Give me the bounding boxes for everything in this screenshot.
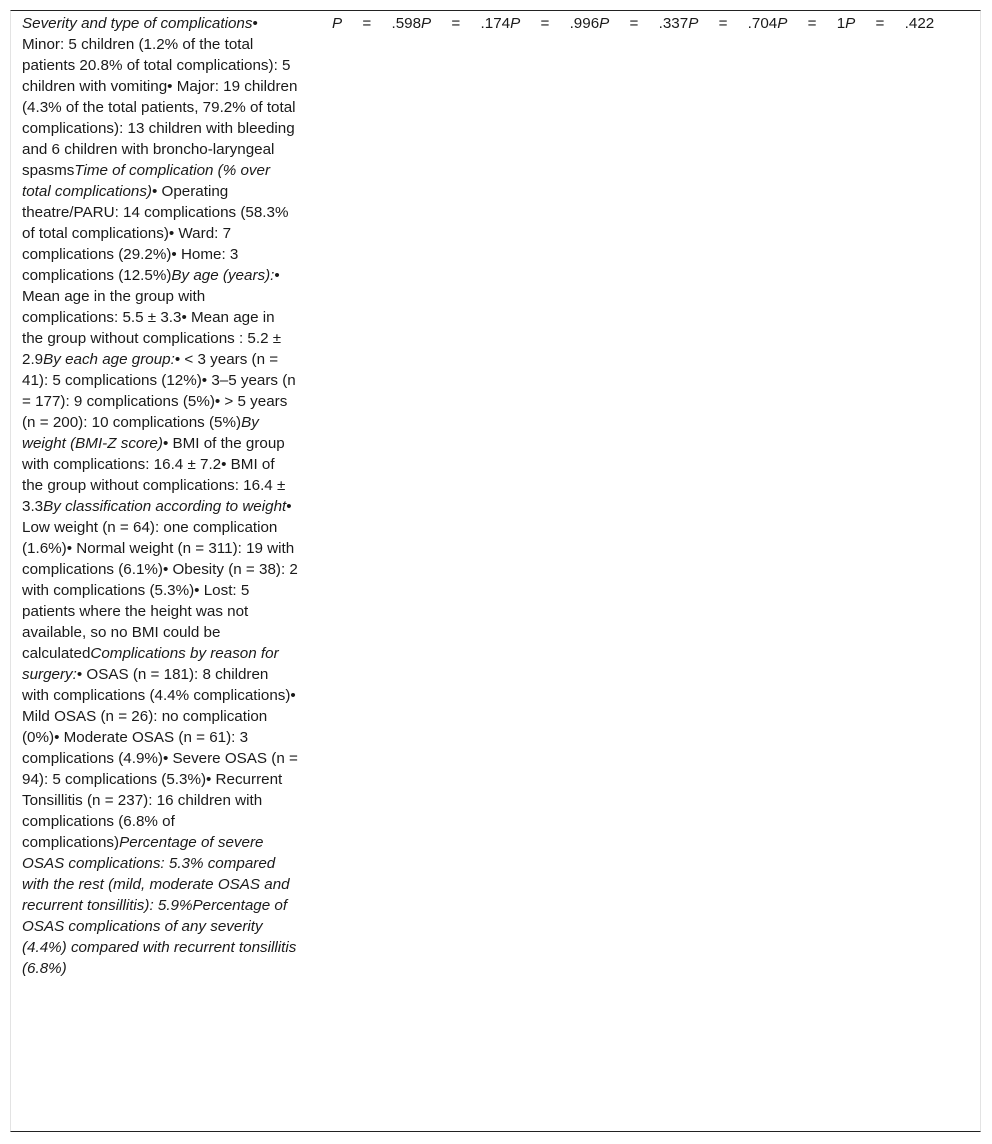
heading-severity: Severity and type of complications [22, 15, 253, 32]
weight-text: • BMI of the group with complications: 16.4 ± 7.2• BMI of the group without complications: 16.4 ± 3.3 [22, 435, 286, 515]
heading-time: Time of complication (% over total complications) [22, 162, 271, 200]
severity-text: • Minor: 5 children (1.2% of the total patients 20.8% of total complications): 5 children with vomiting• Major: 19 children (4.3% of the total patients, 79.2% of total complications): 13 children with bleeding and 6 children with broncho-laryngeal spasms [22, 15, 298, 179]
p-value: .174 [480, 15, 511, 32]
p-symbol: P [777, 15, 788, 32]
reason-text: • OSAS (n = 181): 8 children with complications (4.4% complications)• Mild OSAS (n = 26): no complication (0%)• Moderate OSAS (n = 61): 3 complications (4.9%)• Severe OSAS (n = 94): 5 complications (5.3%)• Recurrent Tonsillitis (n = 237): 16 children with complications (6.8% of complications) [22, 666, 298, 851]
p-equals: = [540, 15, 550, 32]
time-text: • Operating theatre/PARU: 14 complications (58.3% of total complications)• Ward: 7 complications (29.2%)• Home: 3 complications (12.5%) [22, 183, 289, 284]
p-equals: = [451, 15, 461, 32]
heading-osas-percentage: Percentage of OSAS complications of any severity (4.4%) compared with recurrent tonsillitis (6.8%) [22, 897, 297, 977]
p-value-group [688, 15, 777, 32]
p-value: .337 [658, 15, 689, 32]
p-symbol: P [510, 15, 521, 32]
p-values-cell [332, 13, 934, 34]
heading-reason: Complications by reason for surgery: [22, 645, 279, 683]
p-value-group [599, 15, 688, 32]
p-value-group [332, 15, 421, 32]
p-equals: = [362, 15, 372, 32]
complications-table [10, 10, 981, 1132]
age-text: • Mean age in the group with complications: 5.5 ± 3.3• Mean age in the group without complications : 5.2 ± 2.9 [22, 267, 282, 368]
p-symbol: P [845, 15, 856, 32]
p-value: .422 [904, 15, 935, 32]
p-value: .996 [569, 15, 600, 32]
p-value-group [510, 15, 599, 32]
classification-text: • Low weight (n = 64): one complication (1.6%)• Normal weight (n = 311): 19 with complications (6.1%)• Obesity (n = 38): 2 with complications (5.3%)• Lost: 5 patients where the height was not available, so no BMI could be calculated [22, 498, 298, 662]
heading-age-group: By each age group: [43, 351, 175, 368]
p-value: .704 [747, 15, 778, 32]
heading-weight: By weight (BMI-Z score) [22, 414, 259, 452]
p-equals: = [718, 15, 728, 32]
heading-age: By age (years): [171, 267, 275, 284]
p-equals: = [629, 15, 639, 32]
p-symbol: P [421, 15, 432, 32]
complications-description-cell [22, 13, 298, 979]
heading-classification: By classification according to weight [43, 498, 287, 515]
p-symbol: P [599, 15, 610, 32]
p-value-group [421, 15, 510, 32]
p-equals: = [807, 15, 817, 32]
p-value: 1 [836, 15, 846, 32]
p-equals: = [875, 15, 885, 32]
p-symbol: P [688, 15, 699, 32]
p-value-group [845, 15, 934, 32]
heading-severe-osas-percentage: Percentage of severe OSAS complications: 5.3% compared with the rest (mild, moderate OSAS and recurrent tonsillitis): 5.9% [22, 834, 290, 914]
p-value-group [777, 15, 845, 32]
p-symbol: P [332, 15, 343, 32]
age-group-text: • < 3 years (n = 41): 5 complications (12%)• 3–5 years (n = 177): 9 complications (5%)• > 5 years (n = 200): 10 complications (5%) [22, 351, 296, 431]
p-value: .598 [391, 15, 422, 32]
